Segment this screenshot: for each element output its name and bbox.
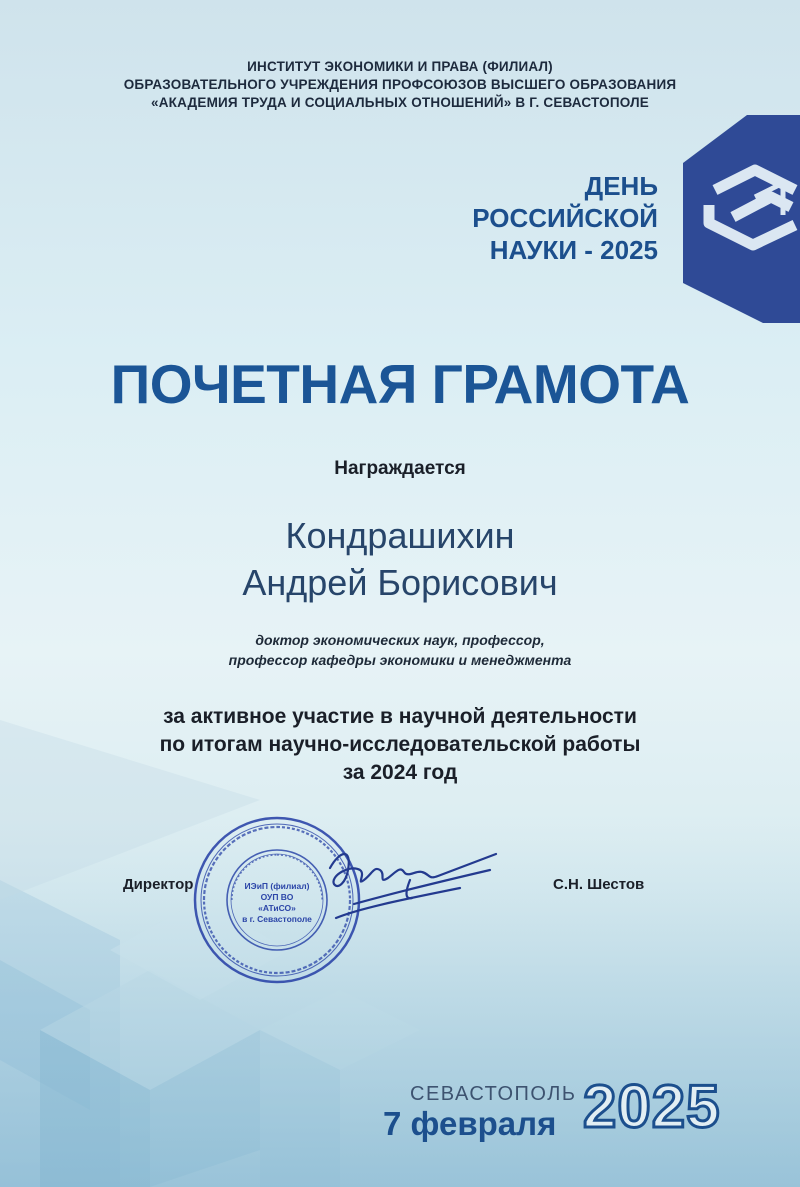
director-signature <box>300 840 510 940</box>
stamp-text-line-1: ИЭиП (филиал) <box>244 881 310 891</box>
institution-name-line-2: ОБРАЗОВАТЕЛЬНОГО УЧРЕЖДЕНИЯ ПРОФСОЮЗОВ ВЫСШЕГО ОБРАЗОВАНИЯ <box>123 77 677 92</box>
event-title-line-3: НАУКИ - 2025 <box>489 235 658 265</box>
event-title <box>472 170 658 266</box>
recipient-given-names: Андрей Борисович <box>242 562 558 603</box>
institution-name-line-1: ИНСТИТУТ ЭКОНОМИКИ И ПРАВА (ФИЛИАЛ) <box>247 59 553 74</box>
stamp-text-line-4: в г. Севастополе <box>242 914 312 924</box>
signatory-name: С.Н. Шестов <box>553 876 645 893</box>
footer-year: 2025 <box>583 1073 721 1140</box>
signatory-role: Директор <box>123 876 194 893</box>
event-title-line-2: РОССИЙСКОЙ <box>472 203 658 233</box>
recipient-surname: Кондрашихин <box>285 515 515 556</box>
award-reason-line-3: за 2024 год <box>342 761 458 784</box>
recipient-position-line-1: доктор экономических наук, профессор, <box>255 632 545 648</box>
award-reason-line-2: по итогам научно-исследовательской работы <box>159 733 641 756</box>
certificate-title: ПОЧЕТНАЯ ГРАМОТА <box>110 353 690 415</box>
stamp-text-line-2: ОУП ВО <box>260 892 294 902</box>
award-reason <box>0 703 800 787</box>
footer-date: 7 февраля <box>383 1105 557 1142</box>
hexagon-graduation-cap-icon <box>675 105 800 330</box>
recipient-position-line-2: профессор кафедры экономики и менеджмента <box>228 652 572 668</box>
award-reason-line-1: за активное участие в научной деятельности <box>163 705 637 728</box>
recipient-name <box>0 512 800 606</box>
recipient-position <box>0 630 800 670</box>
awarded-label: Награждается <box>334 458 466 479</box>
stamp-text-line-3: «АТиСО» <box>258 903 296 913</box>
institution-header <box>0 58 800 112</box>
footer-city: СЕВАСТОПОЛЬ <box>410 1083 577 1105</box>
institution-name-line-3: «АКАДЕМИЯ ТРУДА И СОЦИАЛЬНЫХ ОТНОШЕНИЙ» В Г. СЕВАСТОПОЛЕ <box>151 95 649 110</box>
event-title-line-1: ДЕНЬ <box>584 171 658 201</box>
